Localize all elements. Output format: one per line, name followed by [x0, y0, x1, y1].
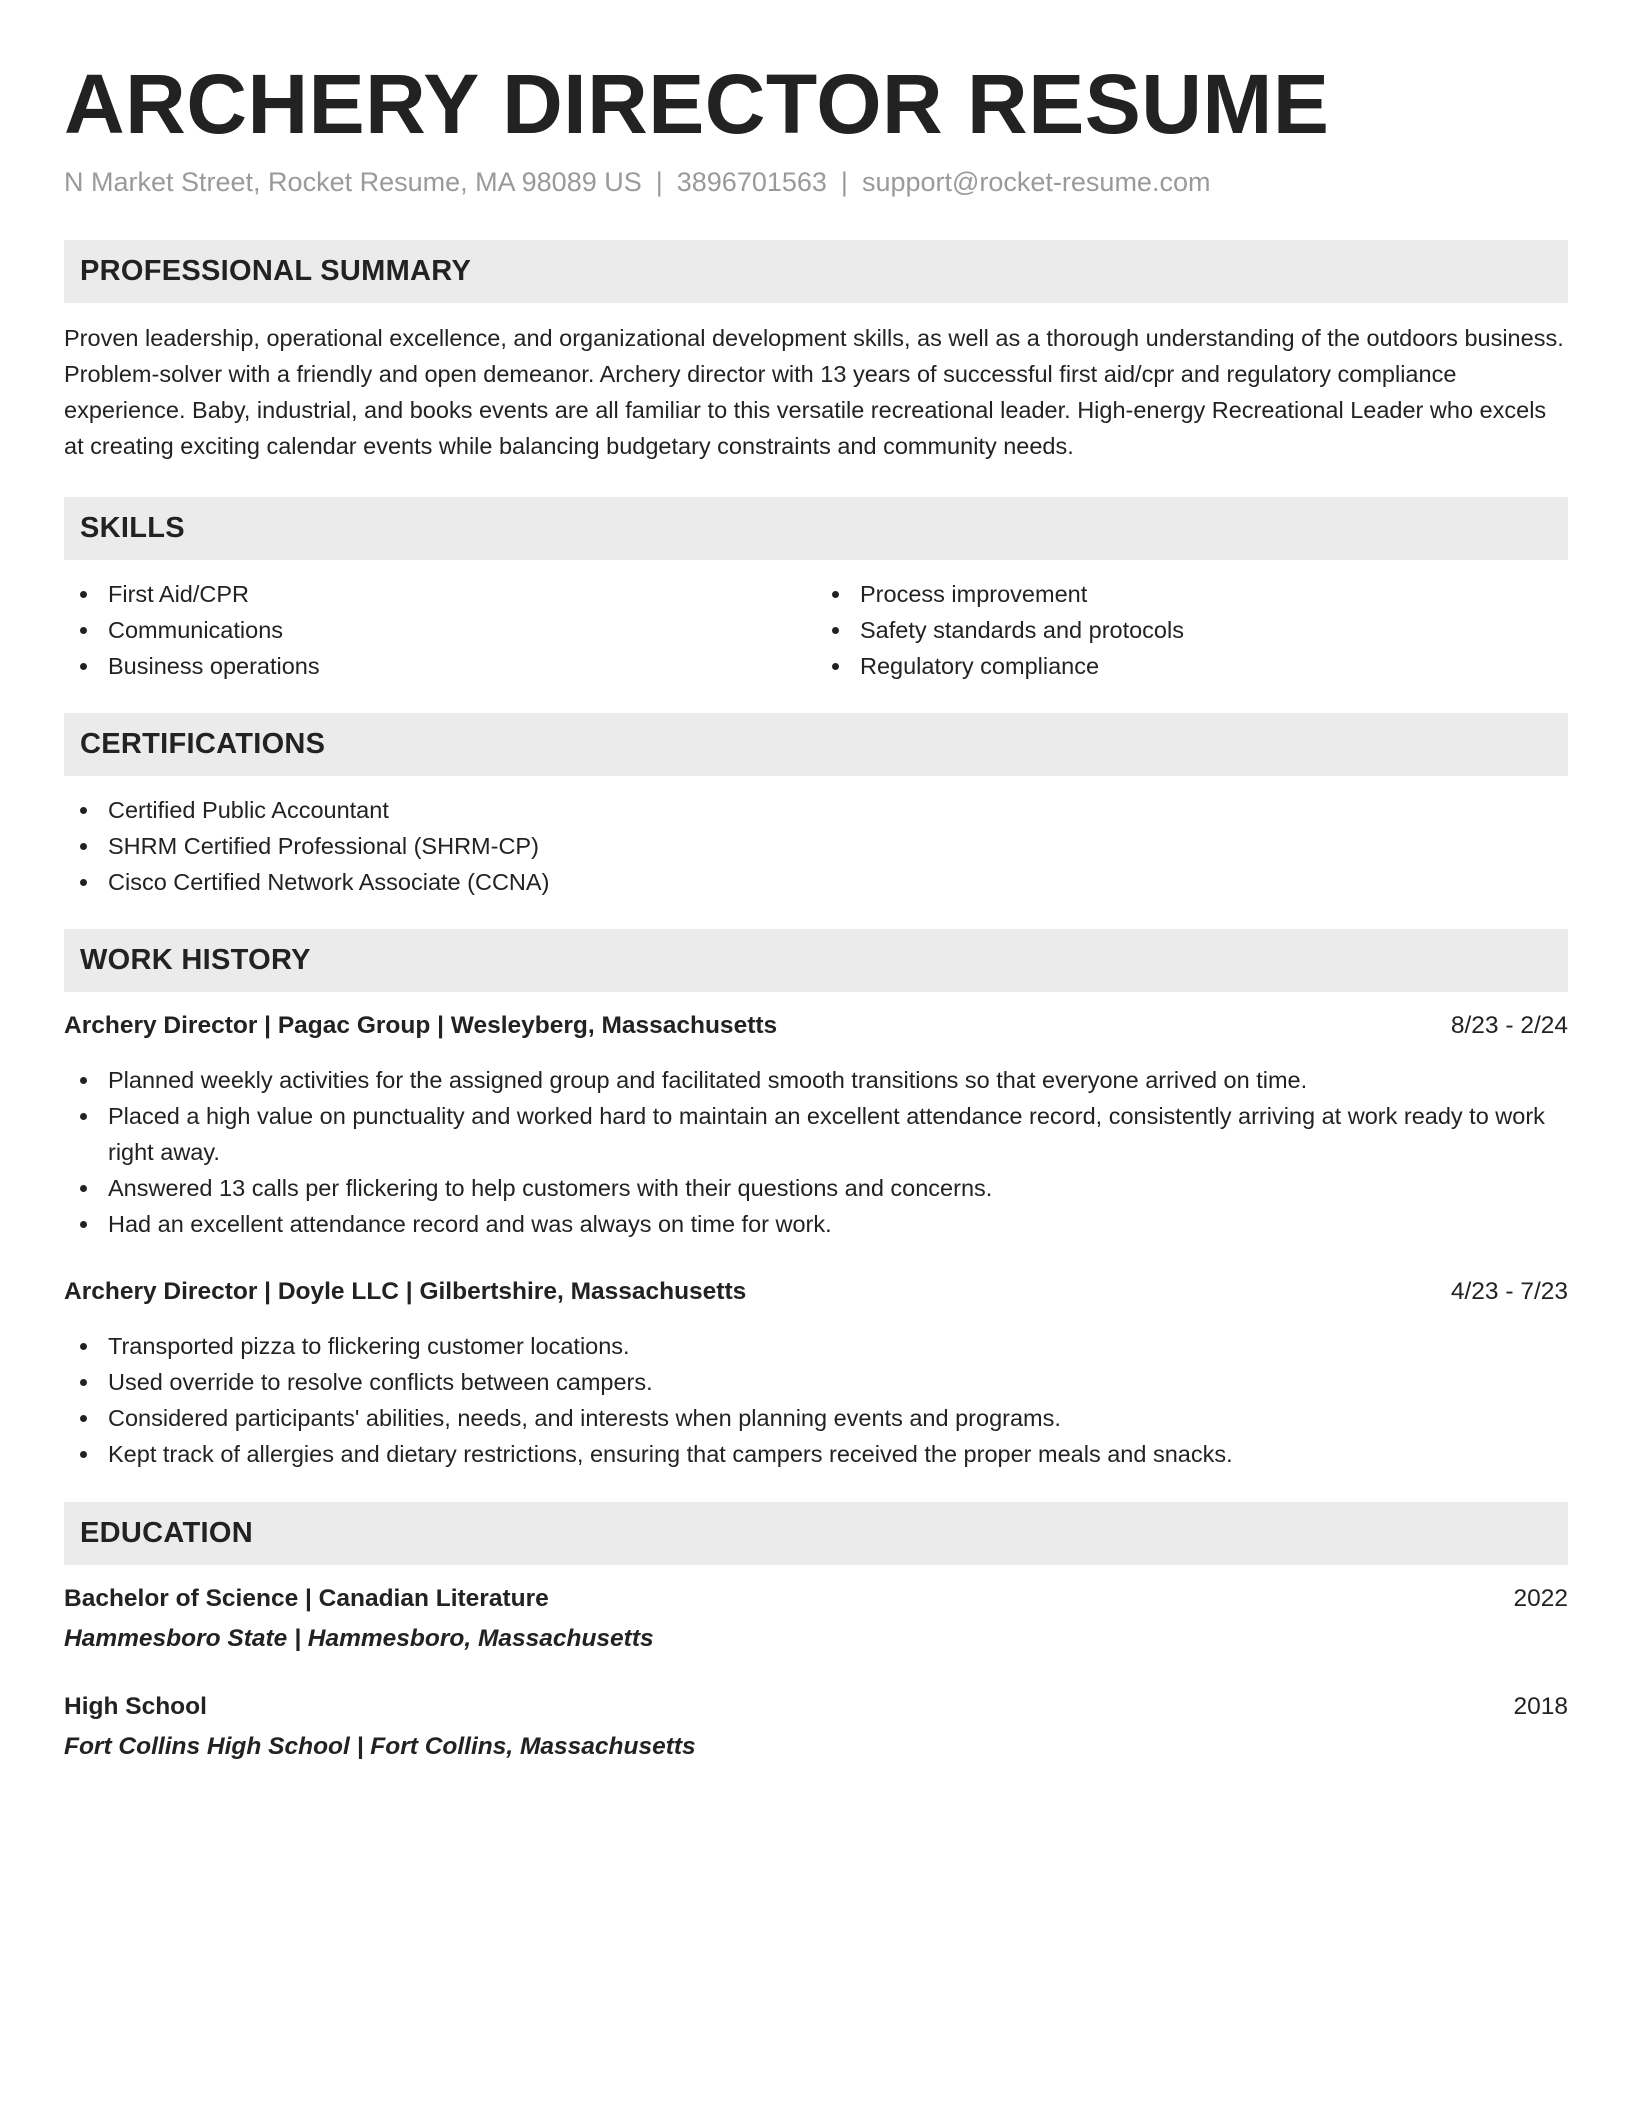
- job-bullet: Used override to resolve conflicts between campers.: [64, 1364, 1568, 1400]
- certifications-section: [64, 713, 1568, 900]
- education-header: [64, 1581, 1568, 1617]
- skill-item: Regulatory compliance: [816, 648, 1568, 684]
- job-entry: [64, 1008, 1568, 1242]
- certifications-list: [64, 792, 1568, 900]
- contact-address: N Market Street, Rocket Resume, MA 98089 US: [64, 167, 642, 197]
- skill-item: Process improvement: [816, 576, 1568, 612]
- job-bullet: Answered 13 calls per flickering to help customers with their questions and concerns.: [64, 1170, 1568, 1206]
- certification-item: SHRM Certified Professional (SHRM-CP): [64, 828, 1568, 864]
- skills-grid: [64, 576, 1568, 684]
- contact-line: [64, 164, 1568, 200]
- work-history-heading: WORK HISTORY: [64, 929, 1568, 992]
- job-bullet: Transported pizza to flickering customer locations.: [64, 1328, 1568, 1364]
- job-header: [64, 1008, 1568, 1044]
- job-bullet: Planned weekly activities for the assigned group and facilitated smooth transitions so that everyone arrived on time.: [64, 1062, 1568, 1098]
- contact-email: support@rocket-resume.com: [861, 167, 1211, 197]
- skill-item: Safety standards and protocols: [816, 612, 1568, 648]
- job-bullet: Had an excellent attendance record and was always on time for work.: [64, 1206, 1568, 1242]
- job-title: Archery Director | Pagac Group | Wesleyberg, Massachusetts: [64, 1012, 778, 1039]
- skill-item: Business operations: [64, 648, 816, 684]
- work-history-section: [64, 929, 1568, 1472]
- education-school: Hammesboro State | Hammesboro, Massachusetts: [64, 1625, 654, 1652]
- skill-item: First Aid/CPR: [64, 576, 816, 612]
- job-bullets: [64, 1328, 1568, 1472]
- education-header: [64, 1689, 1568, 1725]
- skills-heading: SKILLS: [64, 497, 1568, 560]
- contact-separator: |: [655, 167, 663, 197]
- summary-heading: PROFESSIONAL SUMMARY: [64, 240, 1568, 303]
- skills-list-right: [816, 576, 1568, 684]
- education-year: 2018: [1513, 1693, 1568, 1720]
- certification-item: Cisco Certified Network Associate (CCNA): [64, 864, 1568, 900]
- job-bullet: Placed a high value on punctuality and worked hard to maintain an excellent attendance record, consistently arriving at work ready to work right away.: [64, 1098, 1568, 1170]
- skills-section: [64, 497, 1568, 684]
- summary-section: [64, 240, 1568, 464]
- education-degree: High School: [64, 1693, 207, 1720]
- skills-list-left: [64, 576, 816, 684]
- certification-item: Certified Public Accountant: [64, 792, 1568, 828]
- job-entry: [64, 1274, 1568, 1472]
- education-degree: Bachelor of Science | Canadian Literature: [64, 1585, 549, 1612]
- education-year: 2022: [1513, 1585, 1568, 1612]
- job-dates: 8/23 - 2/24: [1450, 1012, 1568, 1039]
- education-school: Fort Collins High School | Fort Collins, Massachusetts: [64, 1733, 696, 1760]
- education-section: [64, 1502, 1568, 1765]
- education-entry: [64, 1689, 1568, 1765]
- job-dates: 4/23 - 7/23: [1450, 1278, 1568, 1305]
- contact-separator: |: [840, 167, 848, 197]
- job-bullet: Considered participants' abilities, needs, and interests when planning events and programs.: [64, 1400, 1568, 1436]
- education-heading: EDUCATION: [64, 1502, 1568, 1565]
- summary-text: Proven leadership, operational excellence, and organizational development skills, as well as a thorough understanding of the outdoors business. Problem-solver with a friendly and open demeanor. Archery director with 13 years of successful first aid/cpr and regulatory compliance experience. Baby, industrial, and books events are all familiar to this versatile recreational leader. High-energy Recreational Leader who excels at creating exciting calendar events while balancing budgetary constraints and community needs.: [64, 325, 1564, 459]
- resume-title: ARCHERY DIRECTOR RESUME: [64, 57, 1330, 151]
- education-entry: [64, 1581, 1568, 1657]
- job-bullet: Kept track of allergies and dietary restrictions, ensuring that campers received the proper meals and snacks.: [64, 1436, 1568, 1472]
- skill-item: Communications: [64, 612, 816, 648]
- job-header: [64, 1274, 1568, 1310]
- job-title: Archery Director | Doyle LLC | Gilbertshire, Massachusetts: [64, 1278, 747, 1305]
- job-bullets: [64, 1062, 1568, 1242]
- certifications-heading: CERTIFICATIONS: [64, 713, 1568, 776]
- contact-phone: 3896701563: [676, 167, 827, 197]
